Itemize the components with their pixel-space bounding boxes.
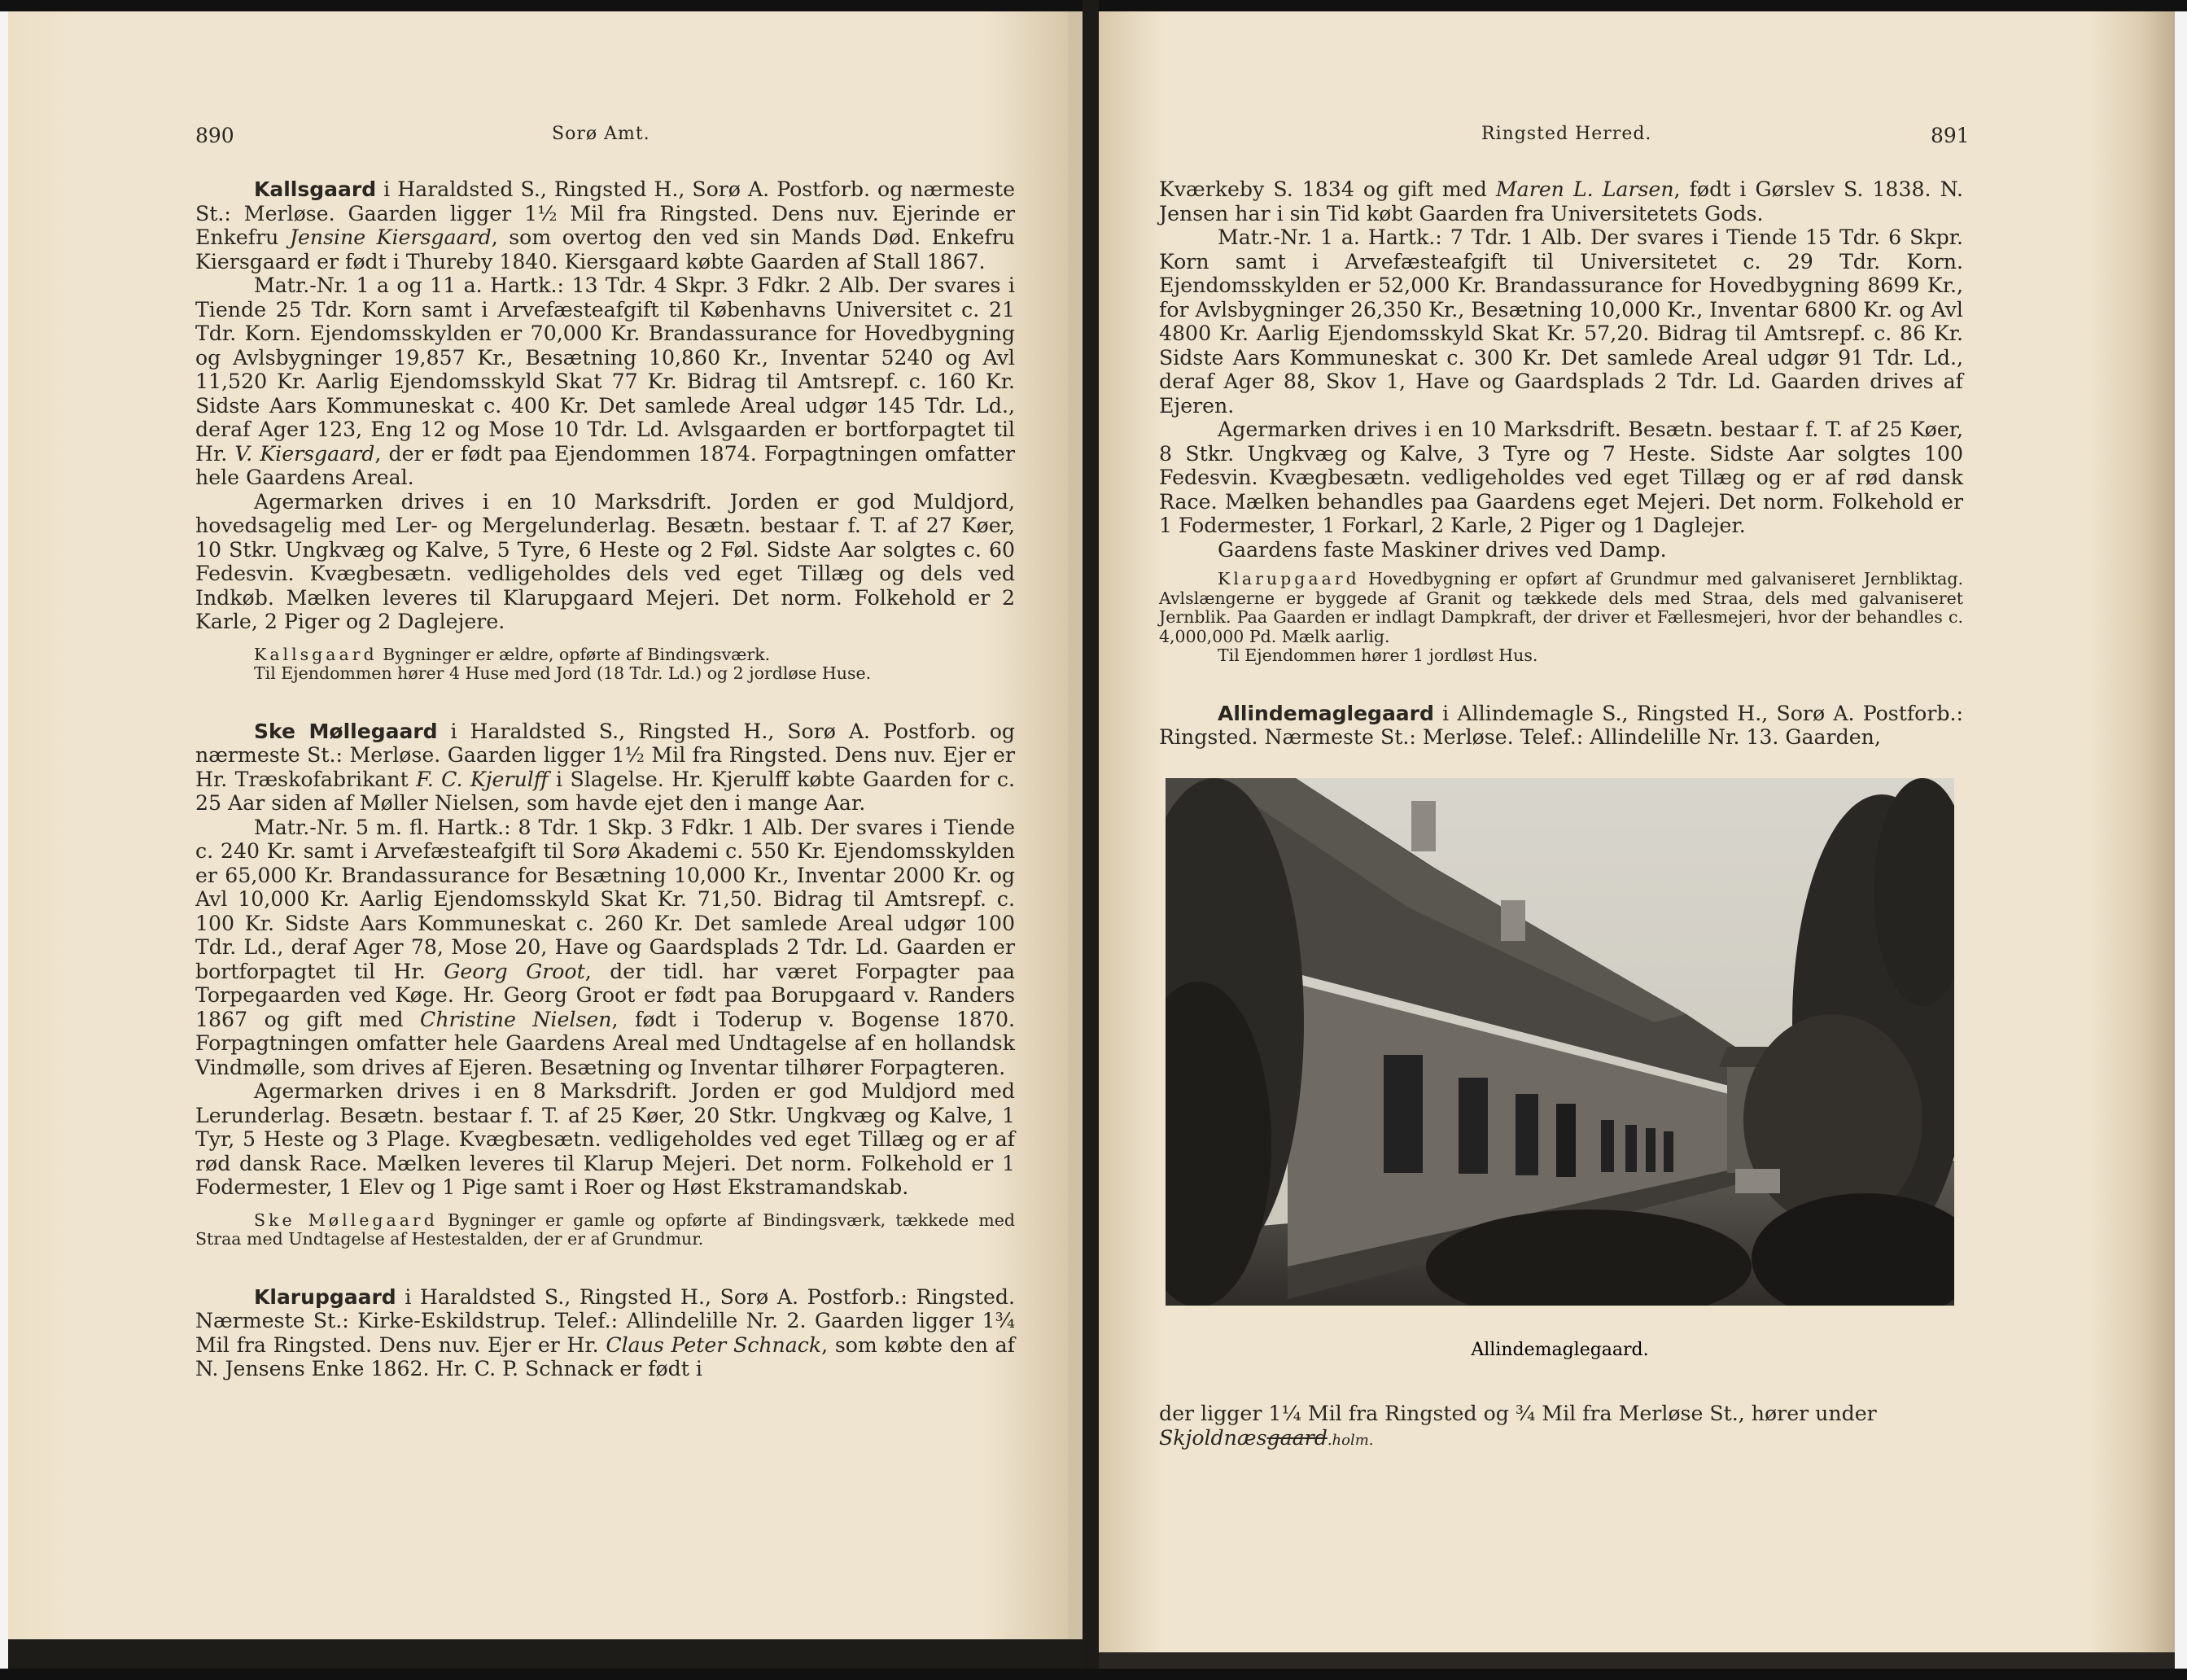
left-text-column <box>195 177 1015 1381</box>
right-running-head: Ringsted Herred. <box>1481 124 1652 144</box>
klarupgaard-maskiner: Gaardens faste Maskiner drives ved Damp. <box>1218 537 1667 562</box>
left-page-bottom-shadow <box>8 1639 1083 1669</box>
klarupgaard-note-2: Til Ejendommen hører 1 jordløst Hus. <box>1218 645 1538 665</box>
kallsgaard-intro: Kallsgaard i Haraldsted S., Ringsted H., Sorø A. Postforb. og nærmeste St.: Merløse. Gaarden ligger 1½ Mil fra Ringsted. Dens nuv. Ejerinde er Enkefru Jensine Kiersgaard, som overtog den ved sin Mands Død. Enkefru Kiersgaard er født i Thureby 1840. Kiersgaard købte Gaarden af Stall 1867. <box>195 177 1016 273</box>
entry-title-klarupgaard: Klarupgaard <box>254 1284 396 1309</box>
scan-bottom-border <box>0 1669 2187 1680</box>
left-page-number: 890 <box>195 124 234 147</box>
ske-moellegaard-note: Ske Møllegaard Bygninger er gamle og opførte af Bindingsværk, tækkede med Straa med Undtagelse af Hestestalden, der er af Grundmur. <box>195 1210 1015 1249</box>
ske-moellegaard-matrikel: Matr.-Nr. 5 m. fl. Hartk.: 8 Tdr. 1 Skp. 3 Fdkr. 1 Alb. Der svares i Tiende c. 240 Kr. samt i Arvefæsteafgift til Sorø Akademi c. 550 Kr. Ejendomsskylden er 65,000 Kr. Brandassurance for Besætning 10,000 Kr., Inventar 2000 Kr. og Avl 10,000 Kr. Aarlig Ejendomsskyld Skat Kr. 71,50. Bidrag til Amtsrepf. c. 100 Kr. Sidste Aars Kommuneskat c. 260 Kr. Det samlede Areal udgør 100 Tdr. Ld., deraf Ager 78, Mose 20, Have og Gaardsplads 2 Tdr. Ld. Gaarden er bortforpagtet til Hr. Georg Groot, der tidl. har været Forpagter paa Torpegaarden ved Køge. Hr. Georg Groot er født paa Borupgaard v. Randers 1867 og gift med Christine Nielsen, født i Toderup v. Bogense 1870. Forpagtningen omfatter hele Gaardens Areal med Undtagelse af en hollandsk Vindmølle, som drives af Ejeren. Besætning og Inventar tilhører Forpagteren. <box>195 815 1016 1079</box>
photo-caption: Allindemaglegaard. <box>1471 1340 1649 1360</box>
ske-moellegaard-intro: Ske Møllegaard i Haraldsted S., Ringsted H., Sorø A. Postforb. og nærmeste St.: Merløse. Gaarden ligger 1½ Mil fra Ringsted. Dens nuv. Ejer er Hr. Træskofabrikant F. C. Kjerulff i Slagelse. Hr. Kjerulff købte Gaarden for c. 25 Aar siden af Møller Nielsen, som havde ejet den i mange Aar. <box>195 719 1015 815</box>
right-text-after-photo <box>1159 1402 1963 1452</box>
klarupgaard-intro: Klarupgaard i Haraldsted S., Ringsted H., Sorø A. Postforb.: Ringsted. Nærmeste St.: Kirke-Eskildstrup. Telef.: Allindelille Nr. 2. Gaarden ligger 1¾ Mil fra Ringsted. Dens nuv. Ejer er Hr. Claus Peter Schnack, som købte den af N. Jensens Enke 1862. Hr. C. P. Schnack er født i <box>195 1284 1015 1380</box>
klarupgaard-matrikel: Matr.-Nr. 1 a. Hartk.: 7 Tdr. 1 Alb. Der svares i Tiende 15 Tdr. 6 Skpr. Korn samt i Arvefæsteafgift til Universitetet c. 29 Tdr. Korn. Ejendomsskylden er 52,000 Kr. Brandassurance for Hovedbygning 8699 Kr., for Avlsbygninger 26,350 Kr., Besætning 10,000 Kr., Inventar 6800 Kr. og Avl 4800 Kr. Aarlig Ejendomsskyld Skat Kr. 57,20. Bidrag til Amtsrepf. c. 86 Kr. Sidste Aars Kommuneskat c. 300 Kr. Det samlede Areal udgør 91 Tdr. Ld., deraf Ager 88, Skov 1, Have og Gaardsplads 2 Tdr. Ld. Gaarden drives af Ejeren. <box>1159 225 1963 418</box>
handwritten-correction: Skjoldnæsgaard.holm. <box>1159 1425 1374 1450</box>
right-page-bottom-shadow <box>1099 1652 2175 1669</box>
kallsgaard-note: Kallsgaard Bygninger er ældre, opførte af Bindingsværk. <box>254 644 771 664</box>
left-running-head: Sorø Amt. <box>552 124 650 144</box>
allindemaglegaard-intro: Allindemaglegaard i Allindemagle S., Ringsted H., Sorø A. Postforb.: Ringsted. Nærmeste St.: Merløse. Telef.: Allindelille Nr. 13. Gaarden, <box>1159 701 1963 749</box>
ske-moellegaard-agermark: Agermarken drives i en 8 Marksdrift. Jorden er god Muldjord med Lerunderlag. Besætn. bestaar f. T. af 25 Køer, 20 Stkr. Ungkvæg og Kalve, 1 Tyr, 5 Heste og 3 Plage. Kvægbesætn. vedligeholdes ved eget Tillæg og er af rød dansk Race. Mælken leveres til Klarup Mejeri. Det norm. Folkehold er 1 Fodermester, 1 Elev og 1 Pige samt i Roer og Høst Ekstramandskab. <box>195 1079 1015 1199</box>
klarupgaard-agermark: Agermarken drives i en 10 Marksdrift. Besætn. bestaar f. T. af 25 Køer, 8 Stkr. Ungkvæg og Kalve, 3 Tyre og 7 Heste. Sidste Aar solgtes 100 Fedesvin. Kvægbesætn. vedligeholdes ved eget Tillæg og er af rød dansk Race. Mælken behandles paa Gaardens eget Mejeri. Det norm. Folkehold er 1 Fodermester, 1 Forkarl, 2 Karle, 2 Piger og 1 Daglejer. <box>1159 418 1963 537</box>
entry-title-kallsgaard: Kallsgaard <box>254 177 377 201</box>
book-gutter <box>1083 0 1099 1680</box>
left-page <box>8 11 1083 1669</box>
right-text-column <box>1159 177 1963 750</box>
entry-title-ske-moellegaard: Ske Møllegaard <box>254 719 438 743</box>
klarupgaard-note: Klarupgaard Hovedbygning er opført af Grundmur med galvaniseret Jernbliktag. Avlslængerne er byggede af Granit og tækkede dels med Straa, dels med galvaniseret Jernblik. Paa Gaarden er indlagt Dampkraft, der driver et Fællesmejeri, hvor der behandles c. 4,000,000 Pd. Mælk aarlig. <box>1159 569 1963 646</box>
kallsgaard-agermark: Agermarken drives i en 10 Marksdrift. Jorden er god Muldjord, hovedsagelig med Ler- og Mergelunderlag. Besætn. bestaar f. T. af 27 Køer, 10 Stkr. Ungkvæg og Kalve, 5 Tyre, 6 Heste og 2 Føl. Sidste Aar solgtes c. 60 Fedesvin. Kvægbesætn. vedligeholdes dels ved eget Tillæg og dels ved Indkøb. Mælken leveres til Klarupgaard Mejeri. Det norm. Folkehold er 2 Karle, 2 Piger og 2 Daglejere. <box>195 489 1015 633</box>
kallsgaard-matrikel: Matr.-Nr. 1 a og 11 a. Hartk.: 13 Tdr. 4 Skpr. 3 Fdkr. 2 Alb. Der svares i Tiende 25 Tdr. Korn samt i Arvefæsteafgift til Københavns Universitet c. 21 Tdr. Korn. Ejendomsskylden er 70,000 Kr. Brandassurance for Hovedbygning og Avlsbygninger 19,857 Kr., Besætning 10,860 Kr., Inventar 5240 og Avl 11,520 Kr. Aarlig Ejendomsskyld Skat 77 Kr. Bidrag til Amtsrepf. c. 160 Kr. Sidste Aars Kommuneskat c. 400 Kr. Det samlede Areal udgør 145 Tdr. Ld., deraf Ager 123, Eng 12 og Mose 10 Tdr. Ld. Avlsgaarden er bortforpagtet til Hr. V. Kiersgaard, der er født paa Ejendommen 1874. Forpagtningen omfatter hele Gaardens Areal. <box>195 273 1016 489</box>
entry-title-allindemaglegaard: Allindemaglegaard <box>1218 701 1434 725</box>
allindemaglegaard-photo <box>1166 778 1954 1306</box>
kallsgaard-note-2: Til Ejendommen hører 4 Huse med Jord (18 Tdr. Ld.) og 2 jordløse Huse. <box>254 663 872 683</box>
right-page-number: 891 <box>1931 124 1970 147</box>
klarupgaard-continued: Kværkeby S. 1834 og gift med Maren L. Larsen, født i Gørslev S. 1838. N. Jensen har i sin Tid købt Gaarden fra Universitetets Gods. <box>1159 177 1963 225</box>
farmhouse-photo-image <box>1166 778 1954 1306</box>
allindemaglegaard-continued: der ligger 1¼ Mil fra Ringsted og ¾ Mil fra Merløse St., hører under <box>1159 1402 1877 1425</box>
